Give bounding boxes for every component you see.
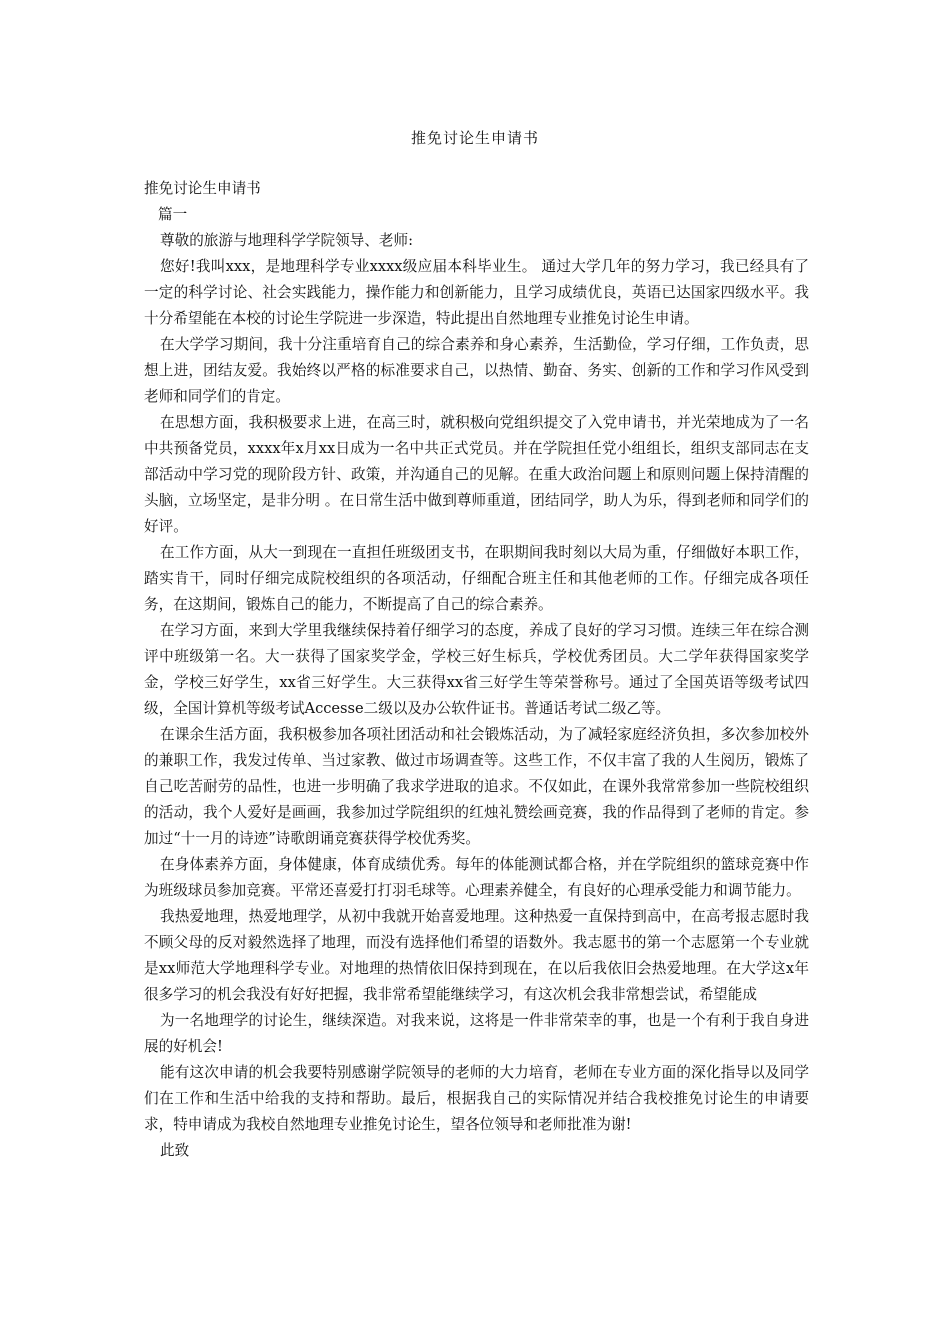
paragraph: 能有这次申请的机会我要特别感谢学院领导的老师的大力培育，老师在专业方面的深化指导以及同学们在工作和生活中给我的支持和帮助。最后，根据我自己的实际情况并结合我校推免讨论生的申请要求，特申请成为我校自然地理专业推免讨论生，望各位领导和老师批准为谢! [144, 1064, 809, 1133]
section-label: 篇一 [158, 206, 188, 223]
paragraph: 在学习方面，来到大学里我继续保持着仔细学习的态度，养成了良好的学习习惯。连续三年在综合测评中班级第一名。大一获得了国家奖学金，学校三好生标兵，学校优秀团员。大二学年获得国家奖学金，学校三好学生，xx省三好学生。大三获得xx省三好学生等荣誉称号。通过了全国英语等级考试四级，全国计算机等级考试Accesse二级以及办公软件证书。普通话考试二级乙等。 [144, 622, 809, 717]
paragraph: 在身体素养方面，身体健康，体育成绩优秀。每年的体能测试都合格，并在学院组织的篮球竞赛中作为班级球员参加竞赛。平常还喜爱打打羽毛球等。心理素养健全，有良好的心理承受能力和调节能力。 [144, 856, 809, 899]
page-title: 推免讨论生申请书 [410, 129, 539, 147]
paragraph: 在课余生活方面，我积极参加各项社团活动和社会锻炼活动，为了减轻家庭经济负担，多次参加校外的兼职工作，我发过传单、当过家教、做过市场调查等。这些工作，不仅丰富了我的人生阅历，锻炼了自己吃苦耐劳的品性，也进一步明确了我求学进取的追求。不仅如此，在课外我常常参加一些院校组织的活动，我个人爱好是画画，我参加过学院组织的红烛礼赞绘画竞赛，我的作品得到了老师的肯定。参加过“十一月的诗迹”诗歌朗诵竞赛获得学校优秀奖。 [144, 726, 809, 847]
paragraph: 在大学学习期间，我十分注重培育自己的综合素养和身心素养，生活勤俭，学习仔细，工作负责，思想上进，团结友爱。我始终以严格的标准要求自己，以热情、勤奋、务实、创新的工作和学习作风受到老师和同学们的肯定。 [144, 336, 809, 405]
paragraph: 在思想方面，我积极要求上进，在高三时，就积极向党组织提交了入党申请书，并光荣地成为了一名中共预备党员，xxxx年x月xx日成为一名中共正式党员。并在学院担任党小组组长，组织支部同志在支部活动中学习党的现阶段方针、政策，并沟通自己的见解。在重大政治问题上和原则问题上保持清醒的头脑，立场坚定，是非分明 。在日常生活中做到尊师重道，团结同学，助人为乐，得到老师和同学们的好评。 [144, 414, 809, 535]
paragraph: 您好!我叫xxx，是地理科学专业xxxx级应届本科毕业生。 通过大学几年的努力学习，我已经具有了一定的科学讨论、社会实践能力，操作能力和创新能力，且学习成绩优良，英语已达国家四级水平。我十分希望能在本校的讨论生学院进一步深造，特此提出自然地理专业推免讨论生申请。 [144, 258, 809, 327]
paragraph: 在工作方面，从大一到现在一直担任班级团支书，在职期间我时刻以大局为重，仔细做好本职工作，踏实肯干，同时仔细完成院校组织的各项活动，仔细配合班主任和其他老师的工作。仔细完成各项任务，在这期间，锻炼自己的能力，不断提高了自己的综合素养。 [144, 544, 809, 613]
document-body [144, 176, 809, 1164]
closing: 此致 [160, 1142, 190, 1159]
salutation: 尊敬的旅游与地理科学学院领导、老师: [160, 232, 414, 249]
document-heading: 推免讨论生申请书 [144, 180, 261, 197]
paragraph: 为一名地理学的讨论生，继续深造。对我来说，这将是一件非常荣幸的事，也是一个有利于我自身进展的好机会! [144, 1012, 809, 1055]
paragraph: 我热爱地理，热爱地理学，从初中我就开始喜爱地理。这种热爱一直保持到高中，在高考报志愿时我不顾父母的反对毅然选择了地理，而没有选择他们希望的语数外。我志愿书的第一个志愿第一个专业就是xx师范大学地理科学专业。对地理的热情依旧保持到现在，在以后我依旧会热爱地理。在大学这x年很多学习的机会我没有好好把握，我非常希望能继续学习，有这次机会我非常想尝试，希望能成 [144, 908, 809, 1003]
